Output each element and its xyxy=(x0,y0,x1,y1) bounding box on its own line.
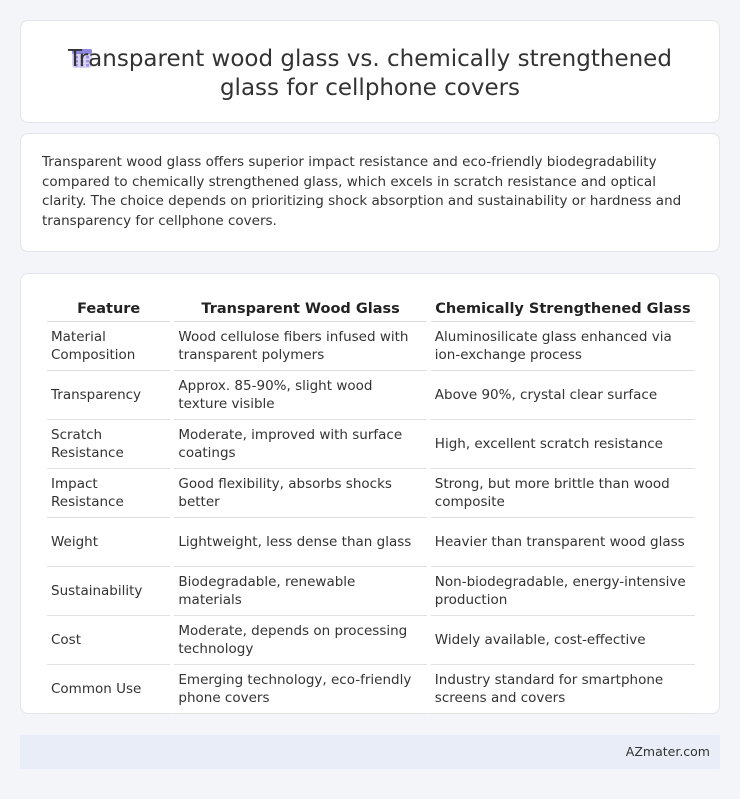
feature-cell: Common Use xyxy=(47,665,170,714)
header-transparent-wood: Transparent Wood Glass xyxy=(174,296,426,322)
feature-cell: Transparency xyxy=(47,371,170,420)
table-row xyxy=(47,420,695,469)
wood-cell: Biodegradable, renewable materials xyxy=(174,567,426,616)
wood-cell: Emerging technology, eco-friendly phone covers xyxy=(174,665,426,714)
comparison-table xyxy=(43,296,699,714)
table-row xyxy=(47,616,695,665)
header-feature: Feature xyxy=(47,296,170,322)
chem-cell: Industry standard for smartphone screens and covers xyxy=(431,665,695,714)
table-row xyxy=(47,518,695,567)
table-row xyxy=(47,371,695,420)
wood-cell: Wood cellulose fibers infused with transparent polymers xyxy=(174,322,426,371)
summary-text: Transparent wood glass offers superior impact resistance and eco-friendly biodegradability compared to chemically strengthened glass, which excels in scratch resistance and optical clarity. The choice depends on prioritizing shock absorption and sustainability or hardness and transparency for cellphone covers. xyxy=(42,154,682,229)
feature-cell: Material Composition xyxy=(47,322,170,371)
wood-cell: Good flexibility, absorbs shocks better xyxy=(174,469,426,518)
table-header-row xyxy=(47,296,695,322)
table-row xyxy=(47,322,695,371)
feature-cell: Sustainability xyxy=(47,567,170,616)
title-line-2: glass for cellphone covers xyxy=(219,75,521,101)
chem-cell: Aluminosilicate glass enhanced via ion-exchange process xyxy=(431,322,695,371)
wood-cell: Moderate, improved with surface coatings xyxy=(174,420,426,469)
feature-cell: Weight xyxy=(47,518,170,567)
comparison-card xyxy=(20,273,720,714)
wood-cell: Approx. 85-90%, slight wood texture visible xyxy=(174,371,426,420)
summary-card xyxy=(20,133,720,252)
title-line-1: Transparent wood glass vs. chemically strengthened xyxy=(68,46,672,72)
footer-brand: AZmater.com xyxy=(625,744,710,759)
wood-cell: Lightweight, less dense than glass xyxy=(174,518,426,567)
footer-bar xyxy=(20,735,720,769)
feature-cell: Impact Resistance xyxy=(47,469,170,518)
page-title xyxy=(21,45,719,103)
chem-cell: High, excellent scratch resistance xyxy=(431,420,695,469)
title-card xyxy=(20,20,720,123)
feature-cell: Cost xyxy=(47,616,170,665)
chem-cell: Widely available, cost-effective xyxy=(431,616,695,665)
table-row xyxy=(47,567,695,616)
chem-cell: Strong, but more brittle than wood composite xyxy=(431,469,695,518)
chem-cell: Heavier than transparent wood glass xyxy=(431,518,695,567)
feature-cell: Scratch Resistance xyxy=(47,420,170,469)
table-row xyxy=(47,469,695,518)
wood-cell: Moderate, depends on processing technology xyxy=(174,616,426,665)
chem-cell: Non-biodegradable, energy-intensive production xyxy=(431,567,695,616)
header-chemically-strengthened: Chemically Strengthened Glass xyxy=(431,296,695,322)
table-row xyxy=(47,665,695,714)
chem-cell: Above 90%, crystal clear surface xyxy=(431,371,695,420)
